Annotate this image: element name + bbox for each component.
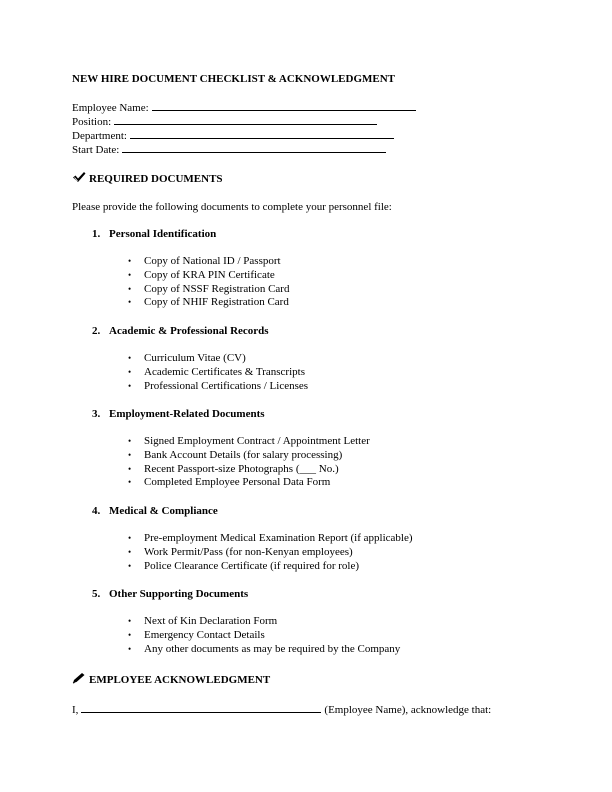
bullet-icon: •	[128, 381, 132, 391]
bullet-icon: •	[128, 630, 132, 640]
checklist-item	[128, 531, 413, 545]
bullet-icon: •	[128, 533, 132, 543]
start-date-field[interactable]	[72, 141, 386, 157]
field-label: Position:	[72, 116, 112, 128]
section-title: Other Supporting Documents	[109, 588, 249, 600]
section-number: 1.	[92, 228, 101, 240]
pencil-icon	[72, 672, 86, 684]
bullet-icon: •	[128, 561, 132, 571]
checklist-item-text: Bank Account Details (for salary processing)	[144, 449, 343, 461]
checklist-item	[128, 295, 289, 309]
intro-text: Please provide the following documents to complete your personnel file:	[72, 201, 392, 213]
section-title: Academic & Professional Records	[109, 325, 269, 337]
bullet-icon: •	[128, 436, 132, 446]
employee-acknowledgment-heading	[72, 672, 270, 687]
bullet-icon: •	[128, 450, 132, 460]
checklist-item	[128, 475, 330, 489]
employee-name-blank[interactable]	[152, 99, 416, 111]
checklist-item	[128, 462, 339, 476]
checklist-item-text: Academic Certificates & Transcripts	[144, 366, 305, 378]
position-blank[interactable]	[114, 113, 377, 125]
section-heading	[92, 324, 269, 338]
field-label: Employee Name:	[72, 102, 149, 114]
checklist-item-text: Copy of National ID / Passport	[144, 255, 281, 267]
bullet-icon: •	[128, 547, 132, 557]
checklist-item-text: Pre-employment Medical Examination Report (if applicable)	[144, 532, 413, 544]
ack-suffix: (Employee Name), acknowledge that:	[324, 704, 492, 716]
checklist-item	[128, 254, 281, 268]
checklist-item-text: Curriculum Vitae (CV)	[144, 352, 246, 364]
checklist-item-text: Copy of NHIF Registration Card	[144, 296, 289, 308]
checklist-item-text: Work Permit/Pass (for non-Kenyan employees)	[144, 546, 353, 558]
section-number: 2.	[92, 325, 101, 337]
bullet-icon: •	[128, 464, 132, 474]
checklist-item-text: Next of Kin Declaration Form	[144, 615, 278, 627]
section-heading	[92, 407, 265, 421]
field-label: Start Date:	[72, 144, 120, 156]
checklist-item	[128, 365, 305, 379]
ack-prefix: I,	[72, 704, 79, 716]
heading-text: EMPLOYEE ACKNOWLEDGMENT	[89, 674, 271, 686]
section-heading	[92, 227, 216, 241]
section-heading	[92, 504, 218, 518]
section-number: 4.	[92, 505, 101, 517]
section-title: Personal Identification	[109, 228, 217, 240]
checklist-item-text: Emergency Contact Details	[144, 629, 265, 641]
checklist-item	[128, 434, 370, 448]
check-mark-icon	[72, 171, 86, 183]
bullet-icon: •	[128, 367, 132, 377]
checklist-item	[128, 448, 342, 462]
checklist-item	[128, 282, 289, 296]
department-blank[interactable]	[130, 127, 394, 139]
checklist-item-text: Completed Employee Personal Data Form	[144, 476, 331, 488]
checklist-item-text: Recent Passport-size Photographs (___ No.)	[144, 463, 339, 475]
acknowledgment-statement	[72, 701, 491, 717]
bullet-icon: •	[128, 644, 132, 654]
checklist-item	[128, 268, 275, 282]
checklist-item	[128, 379, 308, 393]
checklist-item-text: Professional Certifications / Licenses	[144, 380, 309, 392]
section-number: 5.	[92, 588, 101, 600]
checklist-item	[128, 642, 400, 656]
employee-name-signature-blank[interactable]	[81, 701, 321, 713]
section-title: Medical & Compliance	[109, 505, 218, 517]
bullet-icon: •	[128, 297, 132, 307]
start-date-blank[interactable]	[122, 141, 386, 153]
checklist-item	[128, 559, 359, 573]
checklist-item-text: Copy of KRA PIN Certificate	[144, 269, 275, 281]
checklist-item-text: Signed Employment Contract / Appointment Letter	[144, 435, 370, 447]
bullet-icon: •	[128, 353, 132, 363]
checklist-item	[128, 545, 353, 559]
bullet-icon: •	[128, 270, 132, 280]
checklist-item	[128, 351, 246, 365]
checklist-item	[128, 628, 265, 642]
bullet-icon: •	[128, 477, 132, 487]
checklist-item-text: Police Clearance Certificate (if required for role)	[144, 560, 359, 572]
document-title: NEW HIRE DOCUMENT CHECKLIST & ACKNOWLEDGMENT	[72, 73, 396, 85]
section-heading	[92, 587, 248, 601]
section-title: Employment-Related Documents	[109, 408, 265, 420]
bullet-icon: •	[128, 256, 132, 266]
heading-text: REQUIRED DOCUMENTS	[89, 173, 223, 185]
bullet-icon: •	[128, 616, 132, 626]
checklist-item-text: Copy of NSSF Registration Card	[144, 283, 290, 295]
checklist-item	[128, 614, 277, 628]
section-number: 3.	[92, 408, 101, 420]
checklist-item-text: Any other documents as may be required by the Company	[144, 643, 401, 655]
field-label: Department:	[72, 130, 127, 142]
required-documents-heading	[72, 171, 223, 186]
bullet-icon: •	[128, 284, 132, 294]
